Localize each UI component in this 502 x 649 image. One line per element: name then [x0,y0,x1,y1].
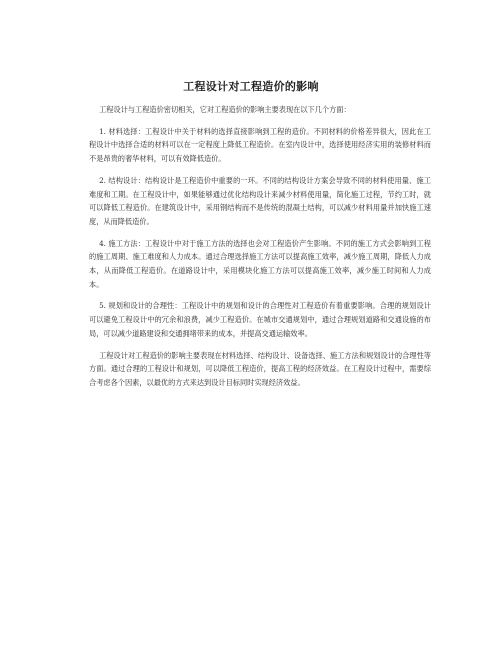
intro-paragraph: 工程设计与工程造价密切相关，它对工程造价的影响主要表现在以下几个方面： [99,105,351,114]
conclusion-paragraph: 工程设计对工程造价的影响主要表现在材料选择、结构设计、设备选择、施工方法和规划设计的合理性等方面。通过合理的工程设计和规划，可以降低工程造价，提高工程的经济效益。在工程设计过程中，需要综合考虑各个因素，以最优的方式来达到设计目标同时实现经济效益。 [89,350,431,387]
document-body [89,103,431,398]
planning-rationality-paragraph: 5. 规划和设计的合理性：工程设计中的规划和设计的合理性对工程造价有着重要影响。合理的规划设计可以避免工程设计中的冗余和浪费，减少工程造价。在城市交通规划中，通过合理规划道路和交通设施的布局，可以减少道路建设和交通拥堵带来的成本，并提高交通运输效率。 [89,301,431,338]
material-selection-paragraph: 1. 材料选择：工程设计中关于材料的选择直接影响到工程的造价。不同材料的价格差异很大，因此在工程设计中选择合适的材料可以在一定程度上降低工程造价。在室内设计中，选择使用经济实用的装修材料而不是昂贵的奢华材料，可以有效降低造价。 [89,126,431,164]
document-title: 工程设计对工程造价的影响 [183,80,319,93]
construction-method-paragraph: 4. 施工方法：工程设计中对于施工方法的选择也会对工程造价产生影响。不同的施工方式会影响到工程的施工周期、施工难度和人力成本。通过合理选择施工方法可以提高施工效率，减少施工周期，降低人力成本，从而降低工程造价。在道路设计中，采用模块化施工方法可以提高施工效率，减少施工时间和人力成本。 [89,238,431,289]
structural-design-paragraph: 2. 结构设计：结构设计是工程造价中重要的一环。不同的结构设计方案会导致不同的材料使用量、施工难度和工期。在工程设计中，如果能够通过优化结构设计来减少材料使用量，简化施工过程，节约工时，就可以降低工程造价。在建筑设计中，采用钢结构而不是传统的混凝土结构，可以减少材料用量并加快施工速度，从而降低造价。 [89,175,431,226]
